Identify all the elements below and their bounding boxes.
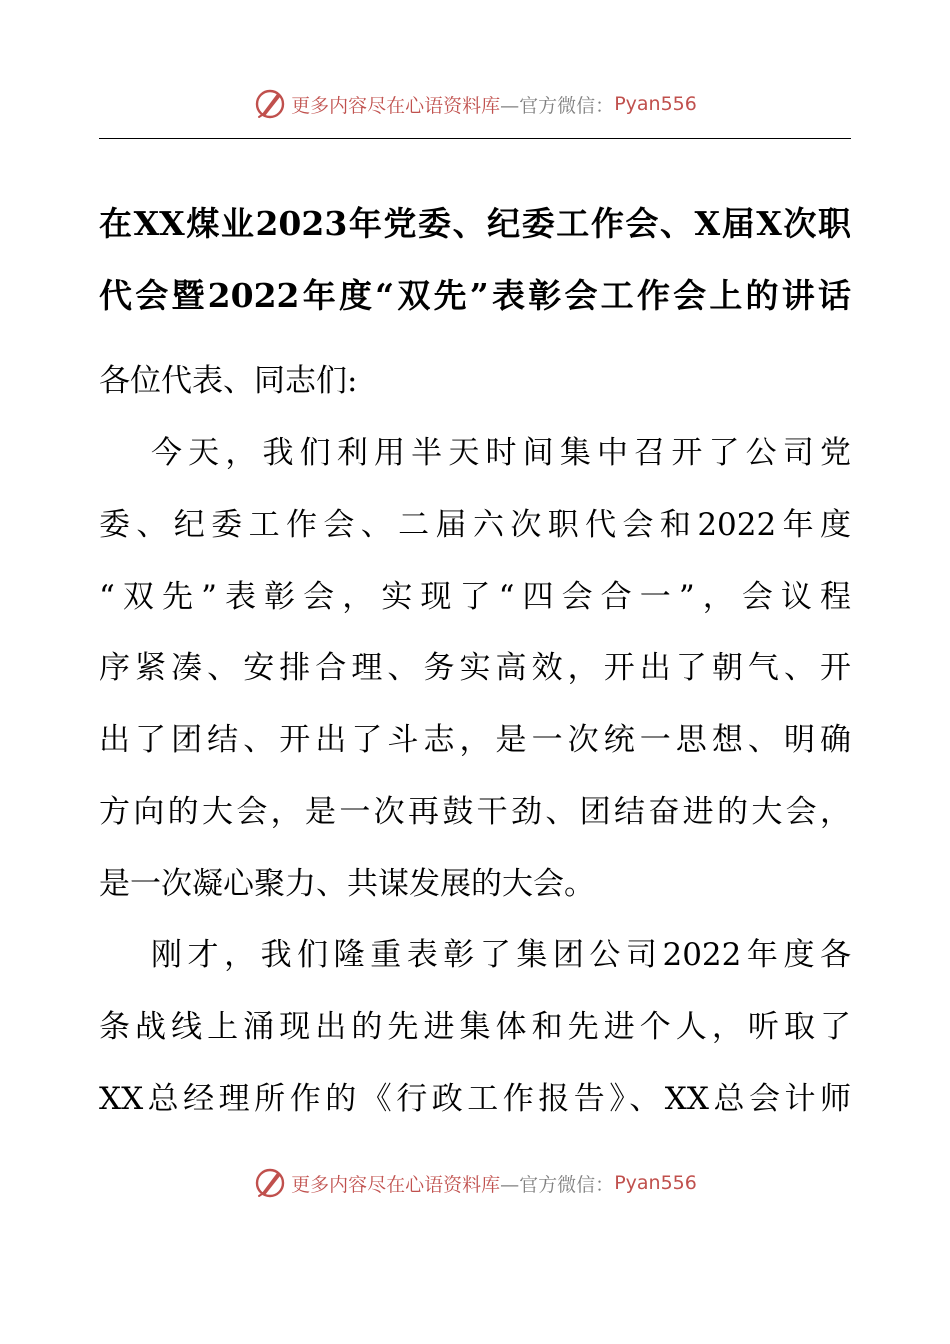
banner-wechat-id: Pyan556 bbox=[614, 1172, 697, 1194]
header-divider bbox=[99, 138, 851, 139]
paragraph-1 bbox=[99, 418, 851, 921]
paragraph-line: “双先”表彰会，实现了“四会合一”，会议程 bbox=[99, 578, 851, 615]
title-line: 在XX煤业2023年党委、纪委工作会、X届X次职 bbox=[99, 204, 851, 243]
paragraph-line: 序紧凑、安排合理、务实高效，开出了朝气、开 bbox=[99, 650, 851, 687]
salutation-text: 各位代表、同志们: bbox=[99, 363, 358, 399]
paragraph-line: 条战线上涌现出的先进集体和先进个人，听取了 bbox=[99, 1008, 851, 1045]
paragraph-line: 是一次凝心聚力、共谋发展的大会。 bbox=[99, 865, 595, 902]
banner-rest-text: —官方微信： bbox=[500, 1173, 615, 1196]
title-line: 代会暨2022年度“双先”表彰会工作会上的讲话 bbox=[99, 276, 851, 315]
paragraph-line: 委、纪委工作会、二届六次职代会和2022年度 bbox=[99, 506, 851, 543]
paragraph-line: 出了团结、开出了斗志，是一次统一思想、明确 bbox=[99, 722, 851, 759]
banner-lead-text: 更多内容尽在心语资料库 bbox=[291, 94, 501, 117]
banner-wechat-id: Pyan556 bbox=[614, 93, 697, 115]
paragraph-line: XX总经理所作的《行政工作报告》、XX总会计师 bbox=[99, 1080, 851, 1117]
footer-banner bbox=[0, 1163, 950, 1203]
quill-pen-circle-icon bbox=[253, 87, 287, 121]
paragraph-line: 今天，我们利用半天时间集中召开了公司党 bbox=[151, 435, 851, 471]
paragraph-line: 刚才，我们隆重表彰了集团公司2022年度各 bbox=[151, 937, 851, 973]
salutation bbox=[99, 346, 851, 418]
header-banner bbox=[0, 84, 950, 124]
banner-lead-text: 更多内容尽在心语资料库 bbox=[291, 1173, 501, 1196]
quill-pen-circle-icon bbox=[253, 1166, 287, 1200]
document-title bbox=[99, 188, 851, 332]
paragraph-2 bbox=[99, 920, 851, 1135]
banner-rest-text: —官方微信： bbox=[500, 94, 615, 117]
paragraph-line: 方向的大会，是一次再鼓干劲、团结奋进的大会， bbox=[99, 793, 851, 830]
